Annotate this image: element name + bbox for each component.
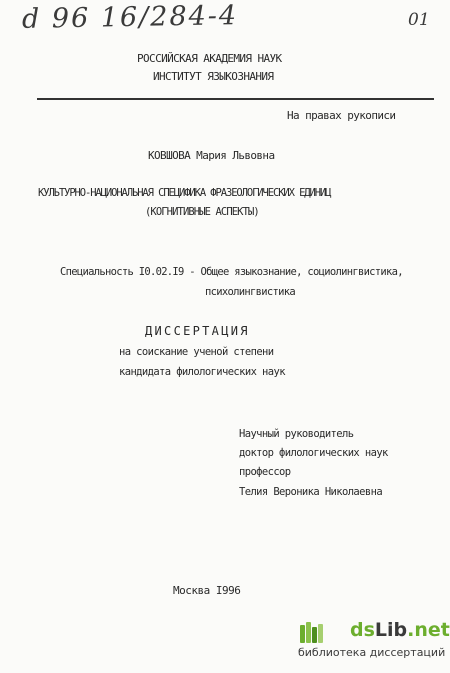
dissertation-heading: ДИССЕРТАЦИЯ <box>145 324 250 338</box>
dslib-tagline: библиотека диссертаций <box>298 646 446 659</box>
brand-net: .net <box>407 619 450 641</box>
handwritten-code: d 96 16/284-4 <box>21 0 239 35</box>
dslib-wordmark <box>350 619 450 641</box>
org-name-line2: ИНСТИТУТ ЯЗЫКОЗНАНИЯ <box>153 70 274 83</box>
supervisor-label: Научный руководитель <box>239 428 354 440</box>
header-divider <box>37 98 434 100</box>
supervisor-title: профессор <box>239 466 291 478</box>
org-name-line1: РОССИЙСКАЯ АКАДЕМИЯ НАУК <box>137 52 282 65</box>
thesis-title-line1: КУЛЬТУРНО-НАЦИОНАЛЬНАЯ СПЕЦИФИКА ФРАЗЕОЛОГИЧЕСКИХ ЕДИНИЦ <box>38 187 331 199</box>
author-name: КОВШОВА Мария Львовна <box>148 149 275 162</box>
books-icon <box>298 621 328 643</box>
specialty-line1: Специальность I0.02.I9 - Общее языкознание, социолингвистика, <box>60 266 403 278</box>
manuscript-note: На правах рукописи <box>287 109 396 122</box>
handwritten-number: 01 <box>408 10 430 30</box>
specialty-line2: психолингвистика <box>205 286 295 298</box>
supervisor-name: Телия Вероника Николаевна <box>239 486 383 498</box>
place-year: Москва I996 <box>173 584 241 597</box>
degree-line2: кандидата филологических наук <box>119 366 285 378</box>
brand-ds: ds <box>350 619 375 641</box>
brand-lib: Lib <box>374 619 408 641</box>
degree-line1: на соискание ученой степени <box>119 346 274 358</box>
thesis-title-line2: (КОГНИТИВНЫЕ АСПЕКТЫ) <box>145 206 259 218</box>
dslib-logo <box>298 619 448 671</box>
supervisor-degree: доктор филологических наук <box>239 447 388 459</box>
